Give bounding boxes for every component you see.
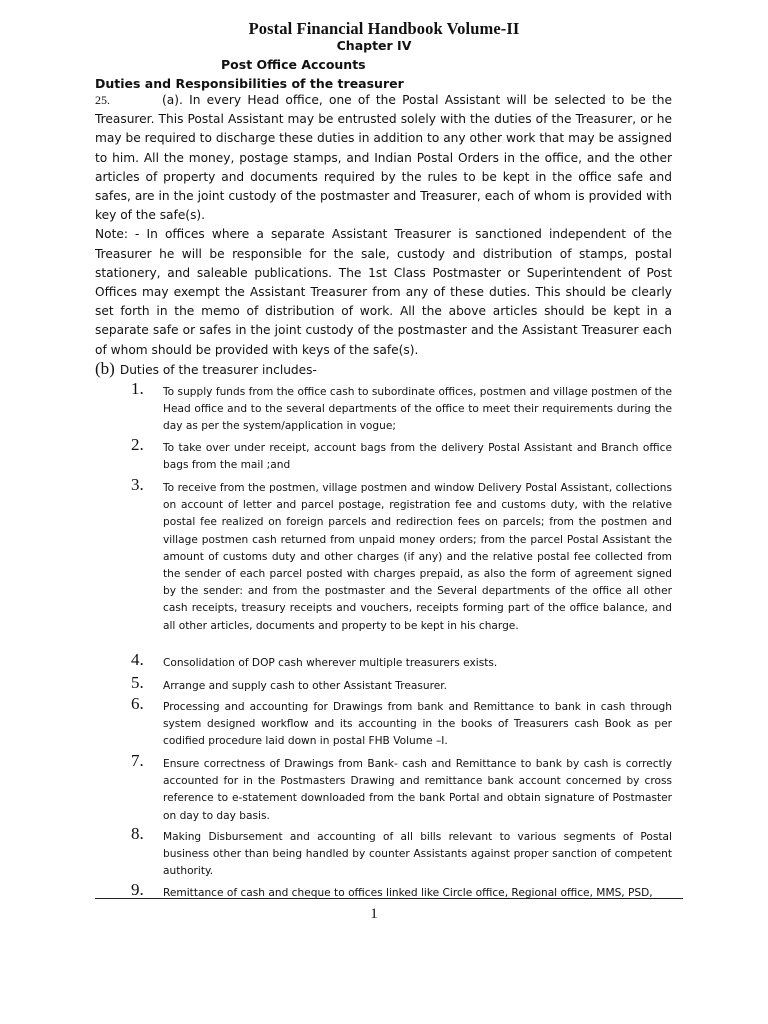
list-item-number: 1.	[131, 379, 144, 398]
note-paragraph: Note: - In offices where a separate Assistant Treasurer is sanctioned independent of the Treasurer he will be responsible for the sale, custody and distribution of stamps, postal stationery, and saleable publications. The 1st Class Postmaster or Superintendent of Post Offices may exempt the Assistant Treasurer from any of these duties. This should be clearly set forth in the memo of distribution of work. All the above articles should be kept in a separate safe or safes in the joint custody of the postmaster and the Assistant Treasurer each of whom should be provided with keys of the safe(s).	[95, 227, 672, 357]
list-item-text: To take over under receipt, account bags from the delivery Postal Assistant and Branch office bags from the mail ;and	[163, 442, 672, 472]
list-item-number: 2.	[131, 435, 144, 454]
chapter-heading: Chapter IV	[336, 38, 412, 53]
list-item-number: 7.	[131, 751, 144, 770]
list-item-number: 6.	[131, 694, 144, 713]
duties-heading	[95, 359, 317, 379]
list-item-number: 4.	[131, 650, 144, 669]
list-item-text: To supply funds from the office cash to subordinate offices, postmen and village postmen of the Head office and to the several departments of the office to meet their requirements during the day as per the system/application in vogue;	[163, 386, 672, 433]
page-number: 1	[370, 906, 378, 922]
section-heading: Duties and Responsibilities of the treasurer	[95, 76, 404, 91]
subtitle-heading: Post Office Accounts	[221, 57, 366, 72]
footer-rule	[95, 898, 683, 899]
list-item-text: Consolidation of DOP cash wherever multiple treasurers exists.	[163, 657, 498, 669]
list-item-text: Processing and accounting for Drawings from bank and Remittance to bank in cash through system designed workflow and its accounting in the books of Treasurers cash Book as per codified procedure laid down in postal FHB Volume –I.	[163, 701, 672, 748]
paragraph-text: (a). In every Head office, one of the Postal Assistant will be selected to be the Treasurer. This Postal Assistant may be entrusted solely with the duties of the Treasurer, or he may be required to discharge these duties in addition to any other work that may be assigned to him. All the money, postage stamps, and Indian Postal Orders in the office, and the other articles of property and documents required by the rules to be kept in the office safe and safes, are in the joint custody of the postmaster and Treasurer, each of whom is provided with key of the safe(s).	[95, 93, 672, 223]
list-item-text: Arrange and supply cash to other Assistant Treasurer.	[163, 680, 447, 692]
list-item-number: 5.	[131, 673, 144, 692]
list-item-text: Remittance of cash and cheque to offices linked like Circle office, Regional office, MMS, PSD,	[163, 887, 653, 899]
list-item-number: 9.	[131, 880, 144, 899]
paragraph-number: 25.	[95, 93, 110, 107]
list-item-text: Ensure correctness of Drawings from Bank- cash and Remittance to bank by cash is correctly accounted for in the Postmasters Drawing and remittance bank account concerned by cross reference to e-statement downloaded from the bank Portal and obtain signature of Postmaster on day to day basis.	[163, 758, 672, 822]
list-item-text: Making Disbursement and accounting of all bills relevant to various segments of Postal business other than being handled by counter Assistants against proper sanction of competent authority.	[163, 831, 672, 878]
list-item-number: 8.	[131, 824, 144, 843]
duties-letter: (b)	[95, 359, 115, 378]
list-item-number: 3.	[131, 475, 144, 494]
document-title: Postal Financial Handbook Volume-II	[248, 19, 520, 38]
paragraph-25	[95, 91, 672, 360]
list-item-text: To receive from the postmen, village postmen and window Delivery Postal Assistant, collections on account of letter and parcel postage, registration fee and customs duty, with the relative postal fee realized on foreign parcels and redirection fees on parcels; from the postmen and village postmen cash returned from unpaid money orders; from the parcel Postal Assistant the amount of customs duty and other charges (if any) and the relative postal fee collected from the sender of each parcel posted with charges prepaid, as also the form of agreement signed by the sender: and from the postmaster and the Several departments of the office all other cash receipts, treasury receipts and vouchers, receipts forming part of the office balance, and all other articles, documents and property to be kept in his charge.	[163, 482, 672, 632]
duties-heading-text: Duties of the treasurer includes-	[119, 363, 317, 377]
